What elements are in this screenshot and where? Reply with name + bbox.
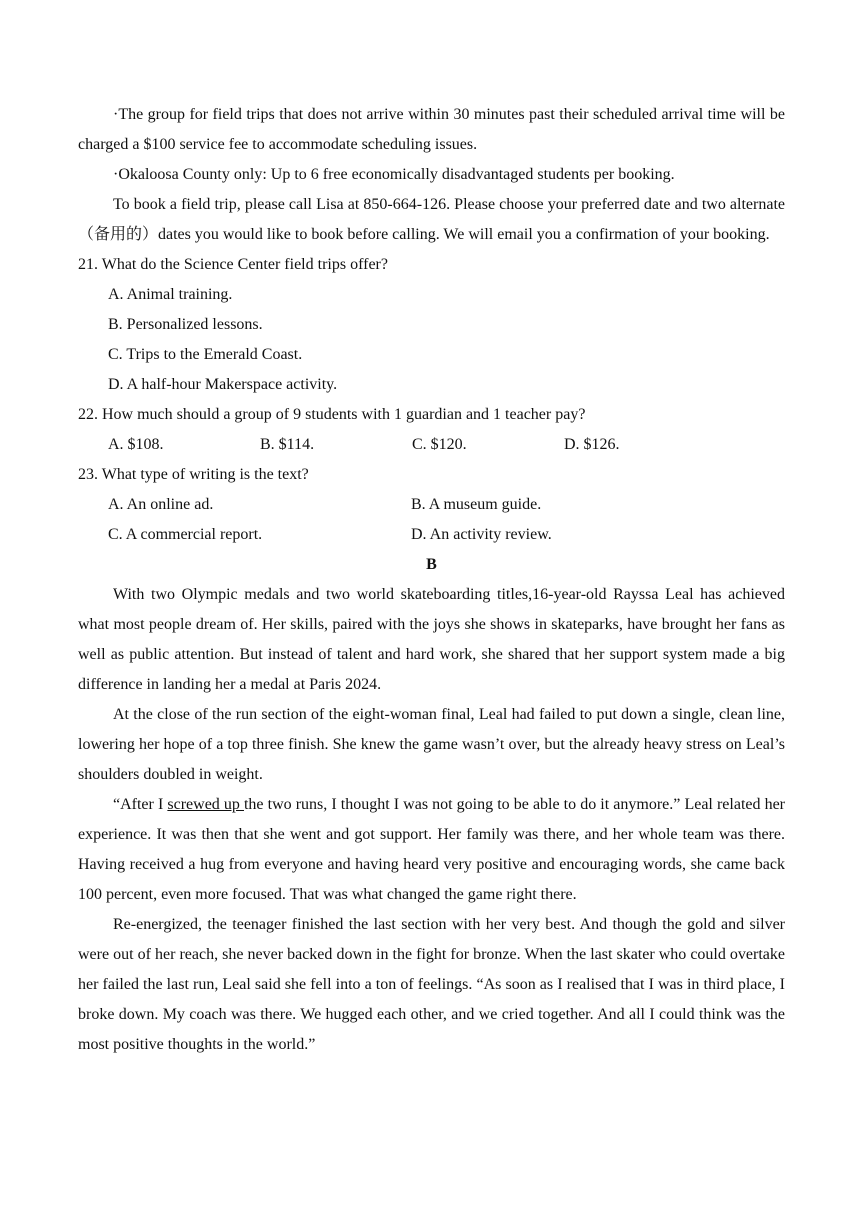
option-21d: D. A half-hour Makerspace activity. — [108, 376, 338, 393]
option-23a: A. An online ad. — [108, 496, 214, 513]
question-21: 21. What do the Science Center field trips offer? — [78, 256, 388, 273]
option-23d: D. An activity review. — [411, 526, 552, 543]
question-23: 23. What type of writing is the text? — [78, 466, 309, 483]
passage-paragraph-1: With two Olympic medals and two world skateboarding titles,16-year-old Rayssa Leal has achieved what most people dream of. Her skills, paired with the joys she shows in skateparks, have brought her fans as well as public attention. But instead of talent and hard work, she shared that her support system made a big difference in landing her a medal at Paris 2024. — [78, 586, 785, 693]
booking-instructions: To book a field trip, please call Lisa at 850-664-126. Please choose your preferred date and two alternate（备用的）dates you would like to book before calling. We will email you a confirmation of your booking. — [78, 196, 785, 243]
para3-start: “After I — [113, 796, 168, 813]
options-23-row1 — [78, 490, 785, 520]
passage-paragraph-2: At the close of the run section of the eight-woman final, Leal had failed to put down a single, clean line, lowering her hope of a top three finish. She knew the game wasn’t over, but the already heavy stress on Leal’s shoulders doubled in weight. — [78, 706, 785, 783]
option-22b: B. $114. — [260, 436, 315, 453]
fee-notice: ·The group for field trips that does not arrive within 30 minutes past their scheduled arrival time will be charged a $100 service fee to accommodate scheduling issues. — [78, 106, 785, 153]
option-22d: D. $126. — [564, 436, 620, 453]
options-23-row2 — [78, 520, 785, 550]
option-21b: B. Personalized lessons. — [108, 316, 263, 333]
option-22c: C. $120. — [412, 436, 467, 453]
option-22a: A. $108. — [108, 436, 164, 453]
document-page — [78, 100, 785, 1060]
passage-paragraph-4: Re-energized, the teenager finished the last section with her very best. And though the gold and silver were out of her reach, she never backed down in the fight for bronze. When the last skater who could overtake her failed the last run, Leal said she fell into a ton of feelings. “As soon as I realised that I was in third place, I broke down. My coach was there. We hugged each other, and we cried together. And all I could think was the most positive thoughts in the world.” — [78, 916, 785, 1053]
option-21a: A. Animal training. — [108, 286, 233, 303]
underlined-phrase: screwed up — [167, 796, 244, 813]
option-23b: B. A museum guide. — [411, 496, 542, 513]
options-22 — [78, 430, 785, 460]
passage-paragraph-3 — [78, 790, 785, 910]
para3-rest: the two runs, I thought I was not going to be able to do it anymore.” Leal related her experience. It was then that she went and got support. Her family was there, and her whole team was there. Having received a hug from everyone and having heard very positive and encouraging words, she came back 100 percent, even more focused. That was what changed the game right there. — [78, 796, 786, 903]
free-students-notice: ·Okaloosa County only: Up to 6 free economically disadvantaged students per booking. — [113, 166, 675, 183]
section-heading: B — [426, 556, 437, 573]
option-21c: C. Trips to the Emerald Coast. — [108, 346, 303, 363]
option-23c: C. A commercial report. — [108, 526, 263, 543]
question-22: 22. How much should a group of 9 students with 1 guardian and 1 teacher pay? — [78, 406, 586, 423]
